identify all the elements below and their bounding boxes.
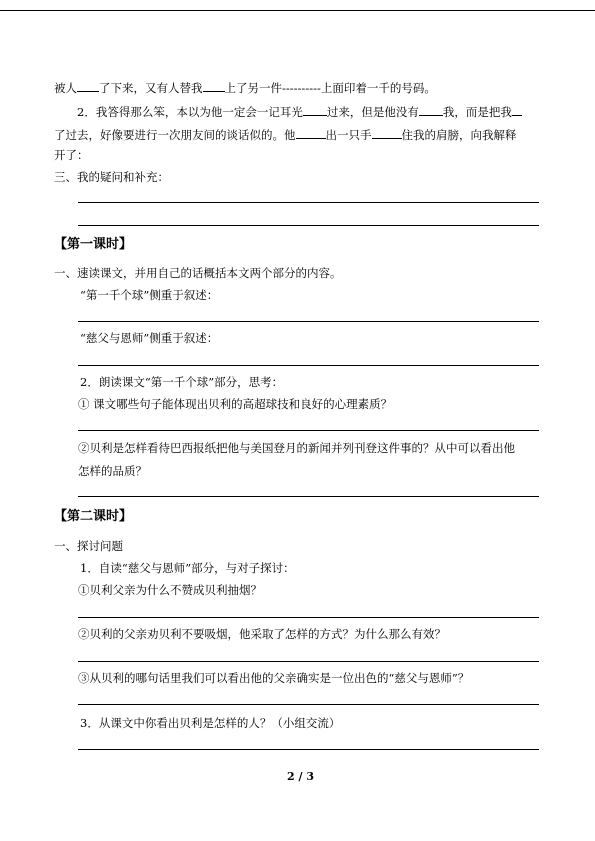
text-line-1 bbox=[54, 80, 436, 95]
text-fragment: 住我的肩膀，向我解释 bbox=[401, 128, 517, 142]
text-line-2 bbox=[77, 104, 522, 119]
section-heading-lesson-2: 【第二课时】 bbox=[54, 509, 133, 524]
question-text: ②贝利是怎样看待巴西报纸把他与美国登月的新闻并列刊登这件事的？从中可以看出他 bbox=[78, 441, 515, 455]
question-text: ②贝利的父亲劝贝利不要吸烟，他采取了怎样的方式？为什么那么有效？ bbox=[78, 627, 446, 641]
answer-line bbox=[78, 225, 539, 226]
text-fragment: 了下来，又有人替我 bbox=[99, 81, 203, 95]
section-heading-lesson-1: 【第一课时】 bbox=[54, 237, 133, 252]
answer-line bbox=[78, 661, 539, 662]
question-text: 1．自读“慈父与恩师”部分，与对子探讨： bbox=[80, 561, 295, 575]
question-text: ①贝利父亲为什么不赞成贝利抽烟？ bbox=[78, 583, 262, 597]
text-fragment: 出一只手 bbox=[325, 128, 372, 142]
question-text: “慈父与恩师”侧重于叙述： bbox=[80, 331, 219, 345]
fill-blank bbox=[303, 104, 327, 116]
answer-line bbox=[78, 749, 539, 750]
text-line-4: 开了： bbox=[54, 148, 89, 162]
text-fragment: 我，而是把我 bbox=[442, 105, 512, 119]
fill-blank bbox=[77, 80, 99, 92]
answer-line bbox=[78, 496, 539, 497]
answer-line bbox=[78, 365, 539, 366]
answer-line bbox=[78, 704, 539, 705]
page-top-rule bbox=[0, 10, 595, 11]
text-fragment: 2．我答得那么笨，本以为他一定会一记耳光 bbox=[77, 105, 303, 119]
fill-blank bbox=[419, 104, 443, 116]
question-text: 2．朗读课文“第一千个球”部分，思考： bbox=[80, 375, 284, 389]
question-text: 怎样的品质？ bbox=[78, 464, 147, 478]
question-text: ③从贝利的哪句话里我们可以看出他的父亲确实是一位出色的“慈父与恩师”？ bbox=[78, 671, 470, 685]
page-number: 2 / 3 bbox=[287, 770, 314, 783]
text-fragment: 被人 bbox=[54, 81, 77, 95]
text-fragment: 了过去，好像要进行一次朋友间的谈话似的。他 bbox=[54, 128, 296, 142]
fill-blank bbox=[296, 127, 326, 139]
question-text: 3．从课文中你看出贝利是怎样的人？（小组交流） bbox=[80, 716, 341, 730]
question-doubts: 三、我的疑问和补充： bbox=[54, 170, 169, 184]
answer-line bbox=[78, 617, 539, 618]
question-text: ① 课文哪些句子能体现出贝利的高超球技和良好的心理素质？ bbox=[78, 397, 393, 411]
fill-blank bbox=[203, 80, 225, 92]
fill-blank bbox=[372, 127, 402, 139]
question-text: 一、探讨问题 bbox=[54, 539, 123, 553]
answer-line bbox=[78, 430, 539, 431]
answer-line bbox=[78, 321, 539, 322]
answer-line bbox=[78, 202, 539, 203]
text-fragment: 过来，但是他没有 bbox=[326, 105, 419, 119]
question-text: “第一千个球”侧重于叙述： bbox=[80, 288, 219, 302]
text-line-3 bbox=[54, 127, 517, 142]
text-fragment: 上了另一件----------上面印着一千的号码。 bbox=[224, 81, 436, 95]
question-text: 一、速读课文，并用自己的话概括本文两个部分的内容。 bbox=[54, 266, 342, 280]
fill-blank bbox=[512, 104, 522, 116]
